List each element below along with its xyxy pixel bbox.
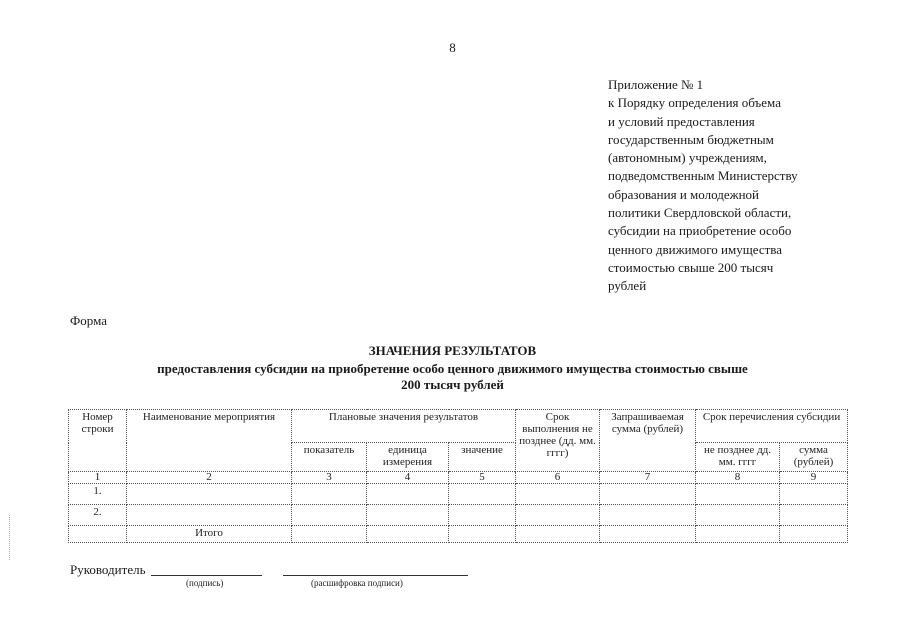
column-number: 5 bbox=[449, 472, 516, 484]
appendix-block bbox=[608, 76, 848, 296]
column-number-row bbox=[69, 472, 848, 484]
appendix-line: субсидии на приобретение особо bbox=[608, 223, 792, 239]
table-cell bbox=[127, 484, 292, 505]
row-number-cell: 1. bbox=[69, 484, 127, 505]
document-title: ЗНАЧЕНИЯ РЕЗУЛЬТАТОВ bbox=[368, 343, 537, 358]
subheader-transfer-sum: сумма (рублей) bbox=[780, 443, 848, 472]
form-label: Форма bbox=[70, 313, 107, 328]
results-table bbox=[68, 409, 848, 543]
appendix-line: ценного движимого имущества bbox=[608, 241, 783, 257]
signature-decoding-caption: (расшифровка подписи) bbox=[311, 578, 403, 588]
header-row-number: Номер строки bbox=[69, 410, 127, 472]
appendix-line: государственным бюджетным bbox=[608, 131, 774, 147]
column-number: 3 bbox=[292, 472, 367, 484]
table-cell bbox=[449, 484, 516, 505]
row-number-cell: 2. bbox=[69, 505, 127, 526]
page-number: 8 bbox=[449, 40, 456, 55]
table-cell bbox=[780, 505, 848, 526]
appendix-line: (автономным) учреждениям, bbox=[608, 150, 767, 166]
appendix-line: и условий предоставления bbox=[608, 113, 755, 129]
table-row bbox=[69, 484, 848, 505]
scan-margin-mark bbox=[9, 515, 10, 560]
table-row bbox=[69, 505, 848, 526]
table-cell bbox=[367, 484, 449, 505]
table-cell bbox=[292, 505, 367, 526]
table-cell bbox=[292, 526, 367, 543]
signature-caption: (подпись) bbox=[186, 578, 224, 588]
table-cell bbox=[516, 484, 600, 505]
table-cell bbox=[449, 505, 516, 526]
table-cell bbox=[292, 484, 367, 505]
table-cell bbox=[696, 526, 780, 543]
header-planned-values: Плановые значения результатов bbox=[292, 410, 516, 443]
column-number: 6 bbox=[516, 472, 600, 484]
subheader-transfer-date: не позднее дд. мм. гггг bbox=[696, 443, 780, 472]
appendix-line: подведомственным Министерству bbox=[608, 168, 798, 184]
column-number: 7 bbox=[600, 472, 696, 484]
document-subtitle-continued: 200 тысяч рублей bbox=[401, 377, 504, 392]
appendix-line: к Порядку определения объема bbox=[608, 95, 781, 111]
subheader-value: значение bbox=[449, 443, 516, 472]
header-deadline: Срок выполнения не позднее (дд. мм. гггг) bbox=[516, 410, 600, 472]
table-cell bbox=[600, 505, 696, 526]
signature-label: Руководитель bbox=[70, 562, 146, 577]
header-event-name: Наименование мероприятия bbox=[127, 410, 292, 472]
table-cell bbox=[600, 526, 696, 543]
column-number: 1 bbox=[69, 472, 127, 484]
table-cell bbox=[69, 526, 127, 543]
table-cell bbox=[696, 505, 780, 526]
table-cell bbox=[367, 526, 449, 543]
table-cell bbox=[367, 505, 449, 526]
appendix-line: стоимостью свыше 200 тысяч bbox=[608, 259, 774, 275]
table-cell bbox=[780, 526, 848, 543]
column-number: 8 bbox=[696, 472, 780, 484]
table-cell bbox=[696, 484, 780, 505]
table-cell bbox=[780, 484, 848, 505]
total-row bbox=[69, 526, 848, 543]
appendix-line: Приложение № 1 bbox=[608, 77, 704, 92]
total-label: Итого bbox=[127, 526, 292, 543]
appendix-line: образования и молодежной bbox=[608, 186, 759, 202]
signature-decoding-line bbox=[283, 575, 468, 576]
subheader-unit: единица измерения bbox=[367, 443, 449, 472]
appendix-line: рублей bbox=[608, 278, 647, 294]
document-subtitle: предоставления субсидии на приобретение особо ценного движимого имущества стоимостью свыше bbox=[157, 361, 748, 376]
table-cell bbox=[600, 484, 696, 505]
header-requested-amount: Запрашиваемая сумма (рублей) bbox=[600, 410, 696, 472]
appendix-line: политики Свердловской области, bbox=[608, 205, 792, 221]
header-transfer-term: Срок перечисления субсидии bbox=[696, 410, 848, 443]
table-cell bbox=[127, 505, 292, 526]
column-number: 9 bbox=[780, 472, 848, 484]
table-cell bbox=[449, 526, 516, 543]
subheader-indicator: показатель bbox=[292, 443, 367, 472]
column-number: 4 bbox=[367, 472, 449, 484]
column-number: 2 bbox=[127, 472, 292, 484]
signature-line bbox=[151, 575, 262, 576]
table-cell bbox=[516, 526, 600, 543]
table-cell bbox=[516, 505, 600, 526]
